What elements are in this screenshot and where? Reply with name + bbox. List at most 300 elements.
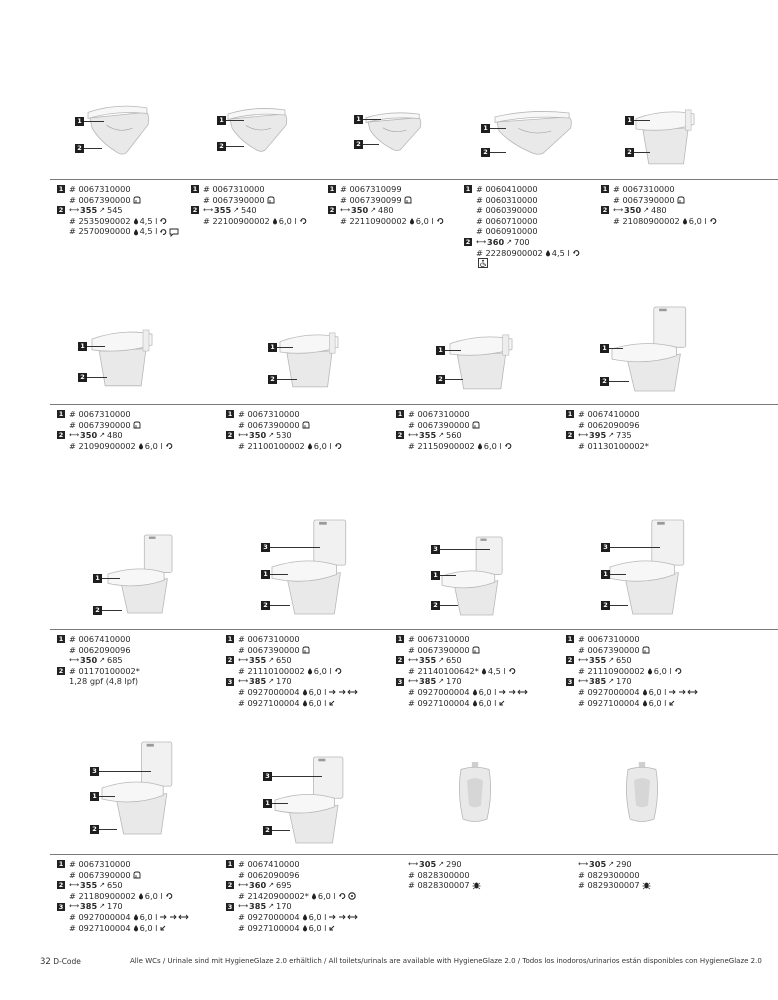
article-number: # 0067410000 <box>238 859 300 869</box>
spec-line <box>566 430 649 441</box>
product-spec-block <box>226 859 358 933</box>
corner-inlet-icon <box>498 699 506 707</box>
flush-volume: 6,0 l <box>478 686 497 697</box>
leader-line <box>440 575 456 576</box>
width-value: 355 <box>214 205 232 216</box>
spec-line <box>566 870 651 881</box>
height-arrow-icon: ↗ <box>438 656 445 665</box>
height-arrow-icon: ↗ <box>99 431 106 440</box>
bug-icon <box>472 881 481 889</box>
article-number: # 21090900002 <box>69 440 136 451</box>
softclose-lid-icon <box>133 421 141 429</box>
height-value: 480 <box>107 430 123 441</box>
part-label-badge: 1 <box>625 116 634 125</box>
toilet-illustration <box>272 520 348 614</box>
height-value: 290 <box>446 859 462 869</box>
water-drop-icon <box>302 699 308 707</box>
flush-icon <box>299 217 307 225</box>
spec-line <box>566 409 649 420</box>
marker-badge: 2 <box>58 206 64 215</box>
article-number: # 0067390000 <box>408 419 470 430</box>
article-number: # 0067310000 <box>613 184 675 194</box>
flush-icon <box>165 892 173 900</box>
leader-line <box>99 771 151 772</box>
softclose-lid-icon <box>302 421 310 429</box>
article-number: # 0067390000 <box>69 869 131 880</box>
flush-icon <box>165 442 173 450</box>
marker-badge: 3 <box>58 902 64 911</box>
part-label-badge: 2 <box>625 148 634 157</box>
height-arrow-icon: ↗ <box>643 206 650 215</box>
leader-line <box>445 350 461 351</box>
flush-volume: 4,5 l <box>487 665 506 676</box>
height-value: 170 <box>276 901 292 912</box>
flush-volume: 6,0 l <box>648 686 667 697</box>
softclose-lid-icon <box>133 871 141 879</box>
width-arrow-icon: ⟷ <box>578 656 589 665</box>
speech-bubble-icon <box>169 228 179 236</box>
toilet-illustration <box>450 332 512 390</box>
width-arrow-icon: ⟷ <box>476 237 487 246</box>
softclose-lid-icon <box>133 196 141 204</box>
width-arrow-icon: ⟷ <box>408 677 419 686</box>
width-value: 385 <box>419 676 437 687</box>
toilet-illustration <box>108 535 174 613</box>
spec-line <box>464 195 580 206</box>
article-number: # 0060910000 <box>476 226 538 237</box>
article-number: # 0067390000 <box>613 194 675 205</box>
water-drop-icon <box>472 699 478 707</box>
leader-line <box>610 605 628 606</box>
product-spec-block <box>566 634 698 708</box>
width-value: 385 <box>589 676 607 687</box>
width-arrow-icon: ⟷ <box>578 860 589 868</box>
leader-line <box>102 610 122 611</box>
article-number: # 0927100004 <box>578 697 640 708</box>
article-number: # 0067390000 <box>203 194 265 205</box>
part-label-badge: 2 <box>431 601 440 610</box>
article-number: # 21100100002 <box>238 440 305 451</box>
flush-icon <box>508 667 516 675</box>
part-label-badge: 1 <box>90 792 99 801</box>
part-label-badge: 3 <box>431 545 440 554</box>
marker-badge: 3 <box>397 677 403 686</box>
spec-line <box>566 441 649 452</box>
inlet-arrows-icon <box>328 913 358 921</box>
width-value: 395 <box>589 430 607 441</box>
height-value: 170 <box>446 676 462 687</box>
flush-volume: 6,0 l <box>144 440 163 451</box>
height-arrow-icon: ↗ <box>99 902 106 911</box>
width-arrow-icon: ⟷ <box>69 656 80 665</box>
inlet-arrows-icon <box>159 913 189 921</box>
flush-volume: 6,0 l <box>478 697 497 708</box>
height-arrow-icon: ↗ <box>233 206 240 215</box>
article-number: # 0067310000 <box>408 409 470 419</box>
flush-volume: 6,0 l <box>483 440 502 451</box>
width-arrow-icon: ⟷ <box>578 431 589 440</box>
flush-icon <box>159 217 167 225</box>
height-value: 530 <box>276 430 292 441</box>
flush-icon <box>436 217 444 225</box>
marker-badge: 2 <box>602 206 608 215</box>
width-arrow-icon: ⟷ <box>69 431 80 440</box>
spec-line <box>226 430 342 441</box>
height-value: 170 <box>276 676 292 687</box>
article-number: # 0067390000 <box>69 419 131 430</box>
leader-line <box>226 146 244 147</box>
width-arrow-icon: ⟷ <box>69 881 80 890</box>
height-value: 650 <box>276 655 292 666</box>
toilet-illustration <box>366 108 422 152</box>
width-value: 355 <box>249 655 267 666</box>
toilet-illustration <box>102 742 174 834</box>
spec-line <box>57 420 173 431</box>
height-arrow-icon: ↗ <box>438 677 445 686</box>
marker-badge: 2 <box>227 656 233 665</box>
leader-line <box>87 346 105 347</box>
article-number: # 0062090096 <box>578 419 640 430</box>
spec-line <box>226 880 358 891</box>
flush-icon <box>338 892 346 900</box>
bug-icon <box>642 881 651 889</box>
spec-line <box>57 655 140 666</box>
flush-volume: 6,0 l <box>139 922 158 933</box>
flush-icon <box>159 228 167 236</box>
water-drop-icon <box>133 924 139 932</box>
part-label-badge: 1 <box>600 344 609 353</box>
width-arrow-icon: ⟷ <box>613 206 624 215</box>
softclose-lid-icon <box>642 646 650 654</box>
water-drop-icon <box>302 913 308 921</box>
product-spec-block <box>57 859 189 933</box>
spec-line <box>226 912 358 923</box>
height-value: 170 <box>616 676 632 687</box>
water-drop-icon <box>647 667 653 675</box>
leader-line <box>87 377 107 378</box>
product-spec-block <box>57 409 173 451</box>
corner-inlet-icon <box>668 699 676 707</box>
softclose-lid-icon <box>677 196 685 204</box>
marker-badge: 2 <box>58 667 64 676</box>
width-value: 350 <box>80 430 98 441</box>
height-arrow-icon: ↗ <box>608 860 615 868</box>
width-arrow-icon: ⟷ <box>238 902 249 911</box>
spec-line <box>464 216 580 227</box>
section-divider <box>50 179 778 180</box>
part-label-badge: 2 <box>75 144 84 153</box>
inlet-arrows-icon <box>498 688 528 696</box>
marker-badge: 3 <box>567 677 573 686</box>
marker-badge: 3 <box>227 902 233 911</box>
water-drop-icon <box>472 688 478 696</box>
accessibility-icon <box>478 258 488 268</box>
height-arrow-icon: ↗ <box>438 860 445 868</box>
water-drop-icon <box>302 688 308 696</box>
width-value: 355 <box>589 655 607 666</box>
width-arrow-icon: ⟷ <box>408 656 419 665</box>
article-number: # 22110900002 <box>340 215 407 226</box>
product-spec-block <box>396 409 512 451</box>
spec-line <box>226 870 358 881</box>
corner-inlet-icon <box>328 924 336 932</box>
leader-line <box>363 119 381 120</box>
width-arrow-icon: ⟷ <box>340 206 351 215</box>
flush-volume: 6,0 l <box>308 686 327 697</box>
spec-line <box>57 859 189 870</box>
article-number: # 0067310000 <box>578 634 640 644</box>
flush-icon <box>674 667 682 675</box>
article-number: # 0060710000 <box>476 215 538 226</box>
product-spec-block <box>396 859 481 891</box>
article-number: # 01130100002* <box>578 440 649 451</box>
marker-badge: 1 <box>58 185 64 194</box>
flush-icon <box>709 217 717 225</box>
spec-line <box>57 880 189 891</box>
width-value: 350 <box>624 205 642 216</box>
article-number: # 21080900002 <box>613 215 680 226</box>
width-value: 350 <box>80 655 98 666</box>
product-spec-block <box>328 184 444 226</box>
water-drop-icon <box>138 442 144 450</box>
product-spec-block <box>566 859 651 891</box>
marker-badge: 1 <box>397 635 403 644</box>
part-label-badge: 1 <box>481 124 490 133</box>
width-arrow-icon: ⟷ <box>69 206 80 215</box>
part-label-badge: 2 <box>600 377 609 386</box>
spec-line <box>601 205 717 216</box>
toilet-illustration <box>612 307 688 391</box>
product-spec-block <box>464 184 580 269</box>
height-arrow-icon: ↗ <box>268 656 275 665</box>
width-value: 360 <box>487 236 505 247</box>
spec-line <box>396 645 528 656</box>
product-spec-block <box>226 634 358 708</box>
width-value: 355 <box>80 880 98 891</box>
spec-line <box>396 698 528 709</box>
article-number: # 0060390000 <box>476 205 538 216</box>
part-label-badge: 1 <box>217 116 226 125</box>
article-number: # 0067310000 <box>238 409 300 419</box>
spec-line <box>57 901 189 912</box>
flush-icon <box>334 667 342 675</box>
toilet-illustration <box>610 520 686 614</box>
spec-line <box>57 870 189 881</box>
spec-line <box>396 666 528 677</box>
spec-line <box>396 634 528 645</box>
product-spec-block <box>601 184 717 226</box>
flush-icon <box>572 249 580 257</box>
spec-line <box>191 195 307 206</box>
softclose-lid-icon <box>472 421 480 429</box>
height-value: 170 <box>107 901 123 912</box>
spec-line <box>464 258 580 269</box>
flush-icon <box>334 442 342 450</box>
softclose-lid-icon <box>302 646 310 654</box>
marker-badge: 2 <box>227 431 233 440</box>
spec-line <box>226 676 358 687</box>
leader-line <box>102 578 120 579</box>
height-value: 735 <box>616 430 632 441</box>
flush-volume: 6,0 l <box>278 215 297 226</box>
marker-badge: 1 <box>567 635 573 644</box>
height-value: 545 <box>107 205 123 216</box>
marker-badge: 1 <box>227 410 233 419</box>
leader-line <box>634 152 650 153</box>
article-number: # 0927100004 <box>238 922 300 933</box>
height-value: 685 <box>107 655 123 666</box>
article-number: # 0060310000 <box>476 194 538 205</box>
water-drop-icon <box>302 924 308 932</box>
height-value: 700 <box>514 236 530 247</box>
article-number: # 22280900002 <box>476 247 543 258</box>
water-drop-icon <box>307 442 313 450</box>
height-arrow-icon: ↗ <box>268 431 275 440</box>
spec-line <box>57 226 179 237</box>
part-label-badge: 2 <box>93 606 102 615</box>
flush-icon <box>504 442 512 450</box>
marker-badge: 3 <box>227 677 233 686</box>
width-arrow-icon: ⟷ <box>238 656 249 665</box>
spec-line <box>328 216 444 227</box>
leader-line <box>272 830 290 831</box>
leader-line <box>99 829 117 830</box>
page-footer <box>40 957 81 967</box>
section-name: D-Code <box>53 957 81 966</box>
article-number: # 21110900002 <box>578 665 645 676</box>
flush-volume: 6,0 l <box>317 890 336 901</box>
article-number: # 0828300007 <box>408 880 470 891</box>
article-number: # 21140100642* <box>408 665 479 676</box>
water-drop-icon <box>409 217 415 225</box>
leader-line <box>440 605 458 606</box>
spec-line <box>464 205 580 216</box>
width-value: 385 <box>249 901 267 912</box>
height-arrow-icon: ↗ <box>268 677 275 686</box>
part-label-badge: 1 <box>75 117 84 126</box>
height-value: 480 <box>651 205 667 216</box>
spec-line <box>464 226 580 237</box>
water-drop-icon <box>133 228 139 236</box>
leader-line <box>490 128 506 129</box>
article-number: # 0067310099 <box>340 184 402 194</box>
width-value: 305 <box>419 859 437 869</box>
water-drop-icon <box>133 913 139 921</box>
width-value: 305 <box>589 859 607 869</box>
spec-line <box>226 645 358 656</box>
marker-badge: 2 <box>192 206 198 215</box>
leader-line <box>610 574 626 575</box>
spec-line <box>191 205 307 216</box>
marker-badge: 1 <box>329 185 335 194</box>
softclose-lid-icon <box>472 646 480 654</box>
height-arrow-icon: ↗ <box>99 881 106 890</box>
spec-line <box>464 248 580 259</box>
height-arrow-icon: ↗ <box>268 881 275 890</box>
part-label-badge: 2 <box>263 826 272 835</box>
marker-badge: 2 <box>329 206 335 215</box>
marker-badge: 2 <box>465 238 471 247</box>
marker-badge: 1 <box>58 410 64 419</box>
part-label-badge: 3 <box>601 543 610 552</box>
flush-volume: 6,0 l <box>144 890 163 901</box>
part-label-badge: 2 <box>354 140 363 149</box>
spec-line <box>57 634 140 645</box>
marker-badge: 2 <box>227 881 233 890</box>
article-number: # 0067390099 <box>340 194 402 205</box>
article-number: # 21180900002 <box>69 890 136 901</box>
height-value: 695 <box>276 880 292 891</box>
spec-line <box>226 666 358 677</box>
marker-badge: 1 <box>58 860 64 869</box>
inlet-arrows-icon <box>328 688 358 696</box>
water-drop-icon <box>138 892 144 900</box>
article-number: # 0067310000 <box>408 634 470 644</box>
flush-volume: 6,0 l <box>653 665 672 676</box>
urinal-illustration <box>622 762 662 824</box>
leader-line <box>270 574 288 575</box>
article-number: # 0067310000 <box>238 634 300 644</box>
spec-line <box>226 901 358 912</box>
flush-volume: 4,5 l <box>139 226 158 237</box>
spec-line <box>57 923 189 934</box>
spec-line <box>226 687 358 698</box>
article-number: # 0927000004 <box>408 686 470 697</box>
article-number: # 0067410000 <box>69 634 131 644</box>
part-label-badge: 2 <box>436 375 445 384</box>
part-label-badge: 2 <box>481 148 490 157</box>
part-label-badge: 1 <box>268 343 277 352</box>
section-divider <box>50 854 778 855</box>
marker-badge: 1 <box>567 410 573 419</box>
leader-line <box>634 120 650 121</box>
article-number: # 0060410000 <box>476 184 538 194</box>
height-value: 650 <box>107 880 123 891</box>
leader-line <box>272 803 288 804</box>
part-label-badge: 2 <box>217 142 226 151</box>
width-value: 385 <box>249 676 267 687</box>
spec-line <box>566 698 698 709</box>
spec-line <box>226 891 358 902</box>
spec-line <box>396 655 528 666</box>
article-number: # 0067310000 <box>69 184 131 194</box>
water-drop-icon <box>642 699 648 707</box>
height-value: 650 <box>446 655 462 666</box>
spec-line <box>226 655 358 666</box>
product-spec-block <box>226 409 342 451</box>
flush-volume: 6,0 l <box>308 697 327 708</box>
width-value: 355 <box>419 430 437 441</box>
height-value: 650 <box>616 655 632 666</box>
article-number: # 0927000004 <box>238 686 300 697</box>
height-value: 480 <box>378 205 394 216</box>
spec-line <box>226 634 358 645</box>
spec-line <box>57 666 140 677</box>
width-arrow-icon: ⟷ <box>203 206 214 215</box>
width-arrow-icon: ⟷ <box>238 677 249 686</box>
part-label-badge: 2 <box>90 825 99 834</box>
height-arrow-icon: ↗ <box>438 431 445 440</box>
spec-line <box>601 195 717 206</box>
water-drop-icon <box>642 688 648 696</box>
leader-line <box>84 121 104 122</box>
toilet-illustration <box>495 106 573 156</box>
flush-volume: 6,0 l <box>313 440 332 451</box>
section-divider <box>50 629 778 630</box>
part-label-badge: 2 <box>601 601 610 610</box>
spec-line <box>566 687 698 698</box>
water-drop-icon <box>307 667 313 675</box>
